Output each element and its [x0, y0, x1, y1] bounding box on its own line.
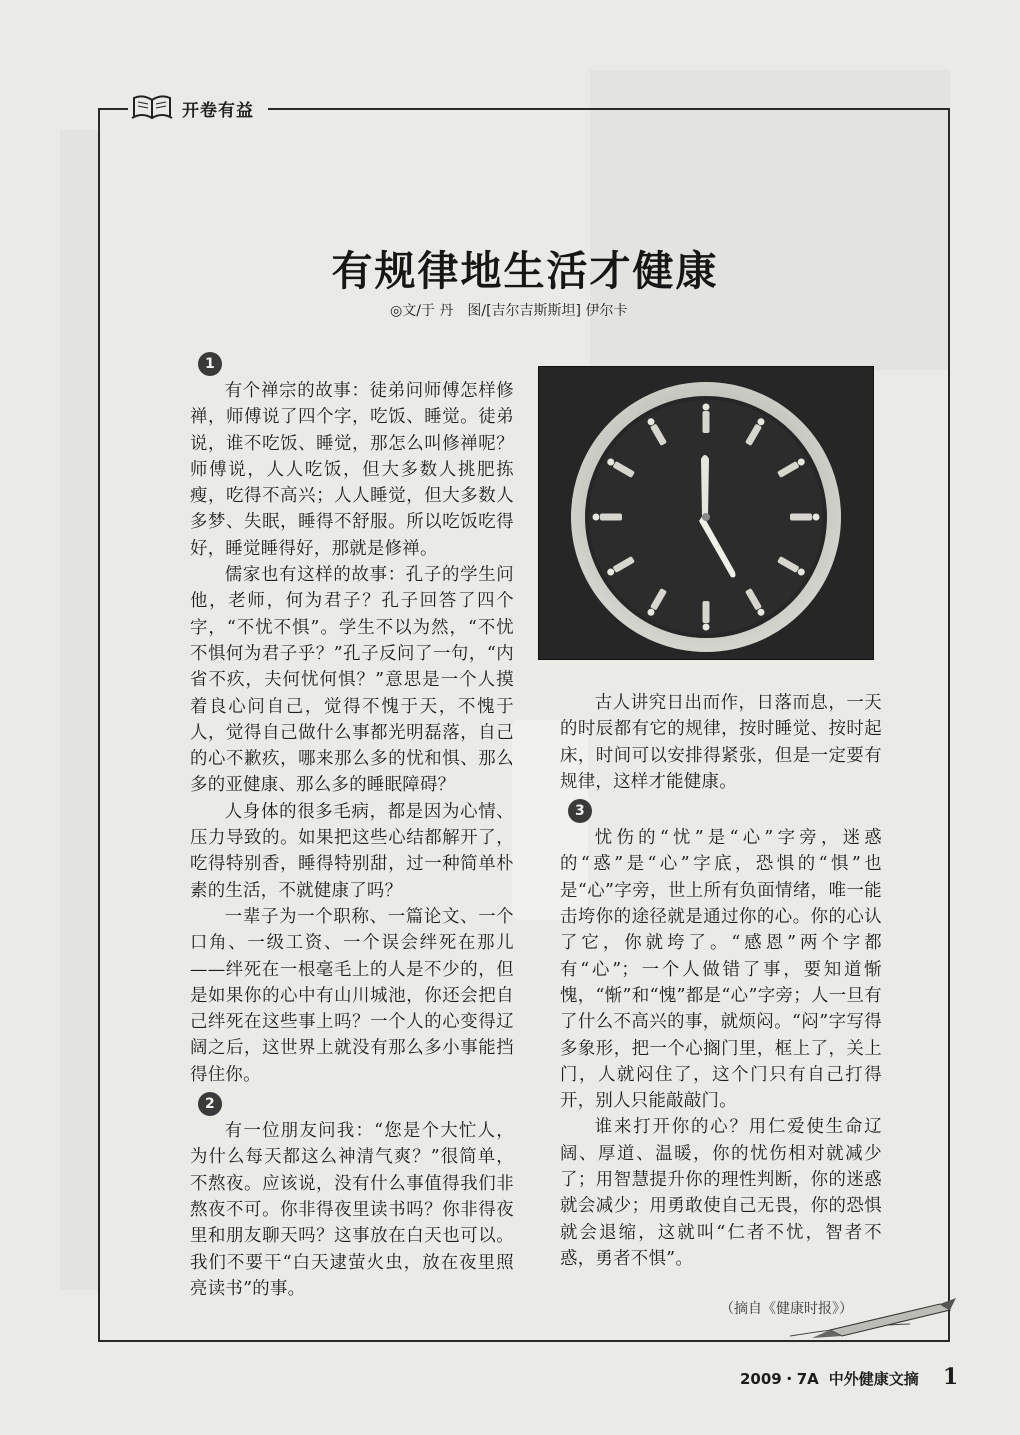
left-column	[190, 348, 514, 1302]
article-title: 有规律地生活才健康	[331, 247, 719, 295]
clock-center-pin	[702, 513, 710, 521]
page-number: 1	[942, 1364, 959, 1390]
section-number-badge: 2	[198, 1092, 222, 1116]
clock-illustration	[538, 366, 874, 660]
clock-hour-hand	[701, 455, 709, 517]
paragraph: 有个禅宗的故事：徒弟问师傅怎样修禅，师傅说了四个字，吃饭、睡觉。徒弟说，谁不吃饭、睡觉，那怎么叫修禅呢？师傅说，人人吃饭，但大多数人挑肥拣瘦，吃得不高兴；人人睡觉，但大多数人多梦、失眠，睡得不舒服。所以吃饭吃得好，睡觉睡得好，那就是修禅。	[190, 381, 514, 559]
paragraph: 古人讲究日出而作，日落而息，一天的时辰都有它的规律，按时睡觉、按时起床，时间可以安排得紧张，但是一定要有规律，这样才能健康。	[560, 693, 882, 792]
paragraph: 人身体的很多毛病，都是因为心情、压力导致的。如果把这些心结都解开了，吃得特别香，睡得特别甜，过一种简单朴素的生活，不就健康了吗？	[190, 801, 514, 901]
paragraph: 谁来打开你的心？用仁爱使生命辽阔、厚道、温暖，你的忧伤相对就减少了；用智慧提升你的理性判断，你的迷惑就会减少；用勇敢使自己无畏，你的恐惧就会退缩，这就叫“仁者不忧，智者不惑，勇者不惧”。	[560, 1117, 882, 1269]
open-book-icon	[130, 94, 174, 122]
section-label: 开卷有益	[182, 100, 254, 121]
clock-figure	[703, 404, 710, 434]
section-number-badge: 1	[198, 352, 222, 376]
article-byline: ◎文/于 丹 图/[吉尔吉斯斯坦] 伊尔卡	[390, 303, 628, 319]
clock-illustration-svg	[539, 367, 873, 659]
paragraph: 一辈子为一个职称、一篇论文、一个口角、一级工资、一个误会绊死在那儿——绊死在一根毫毛上的人是不少的，但是如果你的心中有山川城池，你还会把自己绊死在这些事上吗？一个人的心变得辽阔之后，这世界上就没有那么多小事能挡得住你。	[190, 906, 514, 1085]
footer-magazine: 中外健康文摘	[828, 1370, 919, 1388]
bleed-through-left	[60, 130, 100, 1290]
page-footer	[740, 1364, 958, 1390]
clock-figure	[790, 514, 820, 521]
section-tag	[130, 90, 264, 126]
paragraph: 有一位朋友问我：“您是个大忙人，为什么每天都这么神清气爽？”很简单，不熬夜。应该说，没有什么事值得我们非熬夜不可。你非得夜里读书吗？你非得夜里和朋友聊天吗？这事放在白天也可以。我们不要干“白天逮萤火虫，放在夜里照亮读书”的事。	[190, 1121, 514, 1299]
clock-figure	[593, 514, 623, 521]
paragraph: 儒家也有这样的故事：孔子的学生问他，老师，何为君子？孔子回答了四个字，“不忧不惧”。学生不以为然，“不忧不惧何为君子乎？”孔子反问了一句，“内省不疚，夫何忧何惧？”意思是一个人摸着良心问自己，觉得不愧于天，不愧于人，觉得自己做什么事都光明磊落，自己的心不歉疚，哪来那么多的忧和惧、那么多的亚健康、那么多的睡眠障碍？	[190, 565, 514, 796]
fountain-pen-icon	[790, 1296, 960, 1346]
article-source: （摘自《健康时报》）	[720, 1301, 853, 1317]
right-column	[560, 690, 882, 1272]
footer-issue: 2009・7A	[740, 1370, 819, 1388]
section-number-badge: 3	[568, 799, 592, 823]
clock-figure	[703, 601, 710, 631]
paragraph: 忧伤的“忧”是“心”字旁，迷惑的“惑”是“心”字底，恐惧的“惧”也是“心”字旁，世上所有负面情绪，唯一能击垮你的途径就是通过你的心。你的心认了它，你就垮了。“感恩”两个字都有“心”；一个人做错了事，要知道惭愧，“惭”和“愧”都是“心”字旁；人一旦有了什么不高兴的事，就烦闷。“闷”字写得多象形，把一个心搁门里，框上了，关上门，人就闷住了，这个门只有自己打得开，别人只能敲敲门。	[560, 828, 882, 1112]
